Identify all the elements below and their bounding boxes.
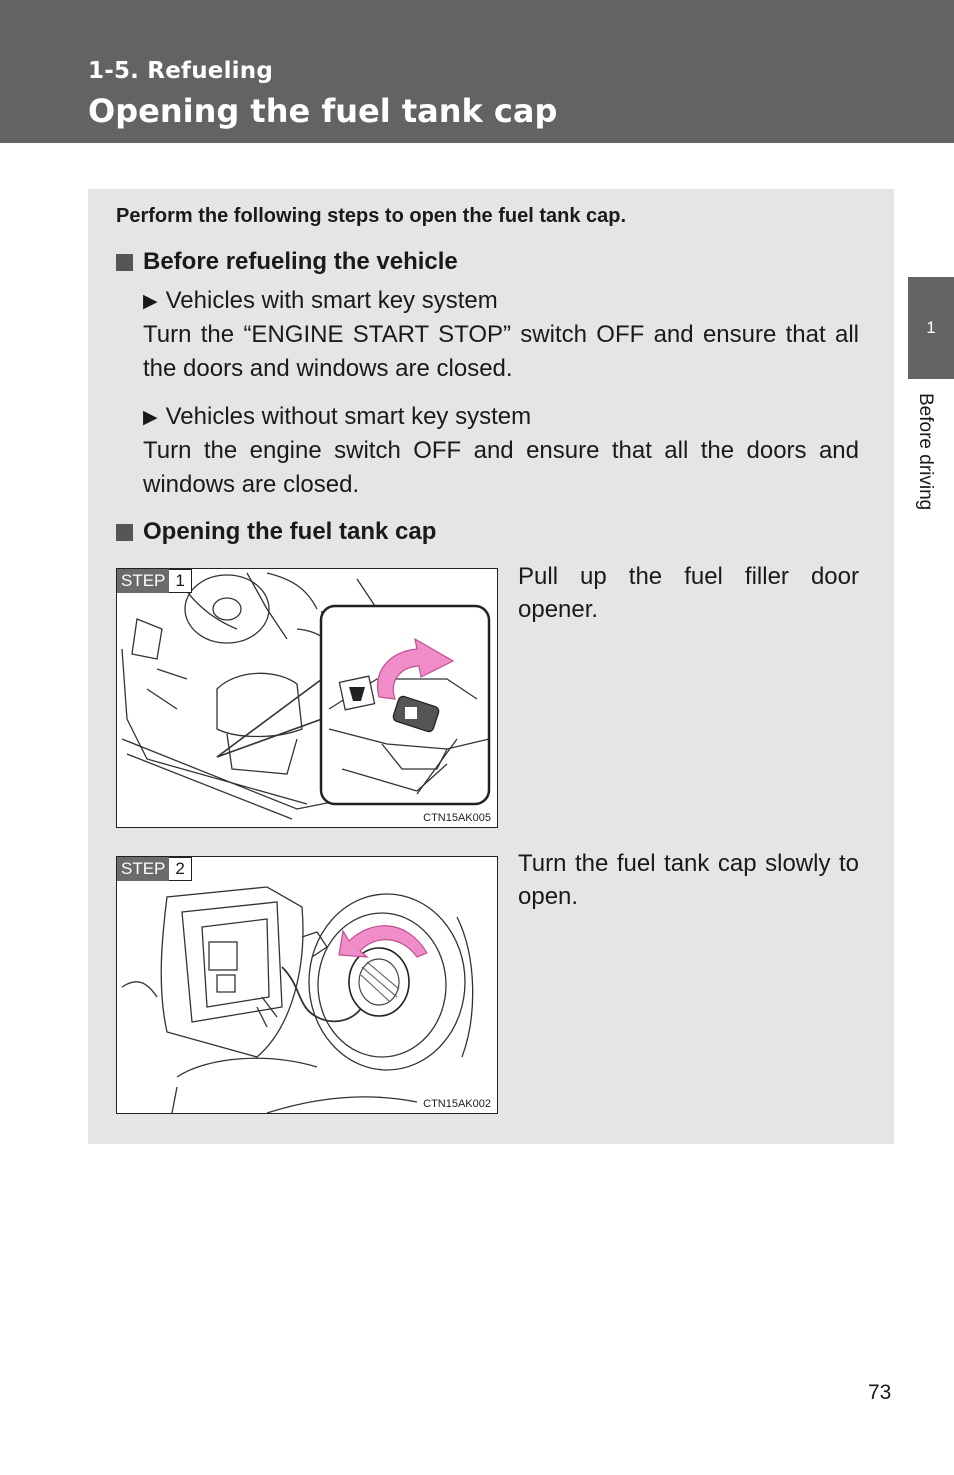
step-1-text: Pull up the fuel filler door opener.	[518, 563, 859, 623]
smart-key-text: Turn the “ENGINE START STOP” switch OFF and ensure that all the doors and windows are closed.	[143, 321, 859, 382]
before-refueling-heading-text: Before refueling the vehicle	[143, 248, 458, 275]
before-refueling-heading	[116, 248, 458, 276]
no-smart-key-subheading	[143, 403, 531, 431]
step-label: STEP	[117, 569, 169, 593]
opening-heading	[116, 518, 436, 546]
step-2-badge	[117, 857, 192, 881]
section-label: 1-5. Refueling	[88, 58, 273, 84]
step-1-badge	[117, 569, 192, 593]
opening-heading-text: Opening the fuel tank cap	[143, 518, 437, 545]
figure-code: CTN15AK005	[423, 812, 491, 824]
chapter-tab	[908, 277, 954, 379]
interior-illustration	[117, 569, 497, 827]
step-1-figure	[116, 568, 498, 828]
smart-key-subheading	[143, 287, 498, 315]
square-bullet-icon	[116, 254, 133, 271]
page-header	[0, 0, 954, 143]
step-number: 2	[169, 857, 191, 881]
fuel-cap-illustration	[117, 857, 497, 1113]
triangle-bullet-icon: ▶	[143, 406, 158, 428]
step-2-text: Turn the fuel tank cap slowly to open.	[518, 850, 859, 910]
step-2-figure	[116, 856, 498, 1114]
step-label: STEP	[117, 857, 169, 881]
no-smart-key-text: Turn the engine switch OFF and ensure that all the doors and windows are closed.	[143, 437, 859, 498]
figure-code: CTN15AK002	[423, 1098, 491, 1110]
chapter-number: 1	[926, 318, 936, 337]
square-bullet-icon	[116, 524, 133, 541]
step-number: 1	[169, 569, 191, 593]
chapter-label: Before driving	[915, 393, 936, 511]
smart-key-label: Vehicles with smart key system	[165, 287, 498, 314]
intro-text: Perform the following steps to open the fuel tank cap.	[116, 205, 627, 227]
page-number: 73	[868, 1381, 892, 1404]
page-title: Opening the fuel tank cap	[88, 92, 558, 130]
triangle-bullet-icon: ▶	[143, 290, 158, 312]
no-smart-key-label: Vehicles without smart key system	[165, 403, 532, 430]
